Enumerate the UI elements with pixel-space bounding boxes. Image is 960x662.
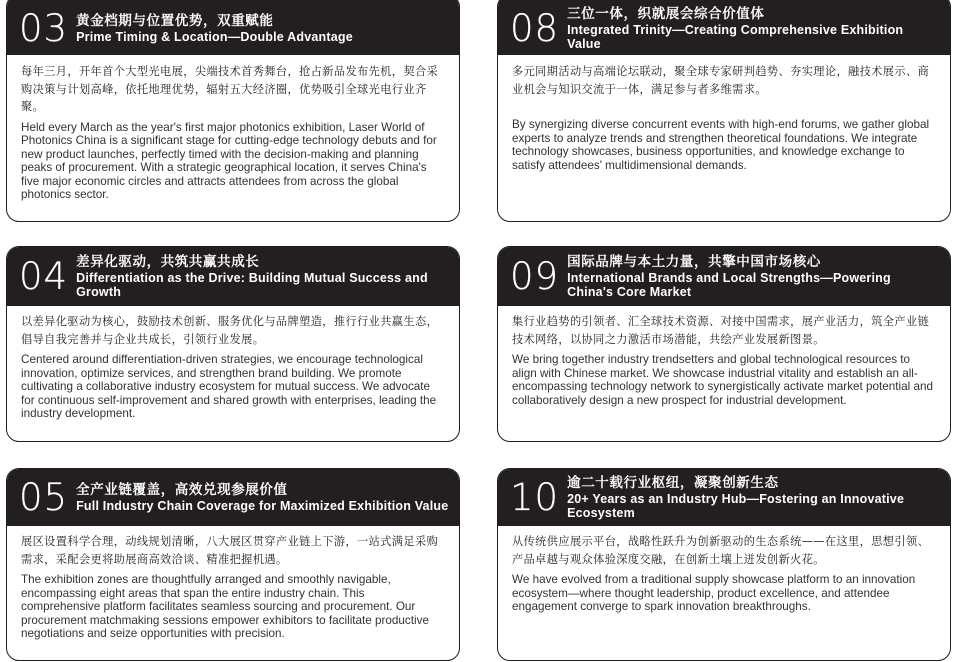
card-body xyxy=(498,55,950,172)
title-en: Prime Timing & Location—Double Advantage xyxy=(76,29,353,44)
card-08 xyxy=(497,0,951,222)
title-en: 20+ Years as an Industry Hub—Fostering an Innovative Ecosystem xyxy=(567,492,905,520)
title-en: Full Industry Chain Coverage for Maximized Exhibition Value xyxy=(76,499,449,513)
body-en: Centered around differentiation-driven strategies, we encourage technological innovation, optimize services, and strengthen brand building. We promote cultivating a collaborative industry ecosystem for mutual success. We advocate for continuous self-improvement and shared growth with enterprises, leading the industry development. xyxy=(21,353,437,421)
title-en: Differentiation as the Drive: Building Mutual Success and Growth xyxy=(76,271,428,299)
card-header xyxy=(498,0,950,55)
body-en: Held every March as the year's first major photonics exhibition, Laser World of Photonics China is a significant stage for cutting-edge technology debuts and for new product launches, perfectly timed with the decision-making and planning peaks of procurement. With a strategic geographical location, it serves China's five major economic circles and attracts attendees from across the global photonics sector. xyxy=(21,120,437,202)
card-09 xyxy=(497,246,951,442)
card-header xyxy=(7,469,459,526)
card-05 xyxy=(6,468,460,661)
card-titles xyxy=(567,254,940,299)
body-en: By synergizing diverse concurrent events with high-end forums, we gather global experts to analyze trends and strengthen theoretical foundations. We integrate technology showcases, business opportunities, and knowledge exchange to satisfy attendees' multidimensional demands. xyxy=(512,118,930,172)
card-body xyxy=(498,526,950,614)
card-titles xyxy=(567,6,940,51)
card-04 xyxy=(6,246,460,442)
body-en: The exhibition zones are thoughtfully arranged and smoothly navigable, encompassing eight areas that span the entire industry chain. This comprehensive platform facilitates seamless sourcing and procurement. Our procurement matchmaking sessions empower exhibitors to facilitate productive negotiations and seize opportunities with precision. xyxy=(21,573,429,641)
card-titles xyxy=(76,254,449,299)
section-number: 10 xyxy=(510,476,560,519)
section-number: 08 xyxy=(510,6,560,50)
title-cn: 国际品牌与本土力量，共擎中国市场核心 xyxy=(567,254,821,270)
title-cn: 差异化驱动，共筑共赢共成长 xyxy=(76,254,260,270)
body-cn: 每年三月，开年首个大型光电展，尖端技术首秀舞台，抢占新品发布先机，契合采购决策与计划高峰，依托地理优势，辐射五大经济圈，优势吸引全球光电行业齐聚。 xyxy=(21,65,439,113)
card-header xyxy=(498,247,950,306)
section-number: 05 xyxy=(19,476,69,519)
body-en: We have evolved from a traditional supply showcase platform to an innovation ecosystem—where thought leadership, product excellence, and attendee engagement converge to spark innovation breakthroughs. xyxy=(512,573,916,614)
card-titles xyxy=(567,475,940,520)
title-en: Integrated Trinity—Creating Comprehensive Exhibition Value xyxy=(567,22,904,51)
title-en: International Brands and Local Strengths—Powering China's Core Market xyxy=(567,271,891,299)
body-cn: 从传统供应展示平台，战略性跃升为创新驱动的生态系统——在这里，思想引领、产品卓越与观众体验深度交融，在创新土壤上迸发创新火花。 xyxy=(512,535,930,566)
title-cn: 三位一体，织就展会综合价值体 xyxy=(567,5,765,22)
card-header xyxy=(7,0,459,55)
body-en: We bring together industry trendsetters and global technological resources to align with Chinese market. We showcase industrial vitality and establish an all-encompassing technology network to synergistically activate market potential and collaboratively design a new prospect for industrial development. xyxy=(512,353,933,407)
card-header xyxy=(498,469,950,526)
card-titles xyxy=(76,482,448,513)
title-cn: 全产业链覆盖，高效兑现参展价值 xyxy=(76,482,288,498)
section-number: 09 xyxy=(510,255,560,298)
body-cn: 集行业趋势的引领者、汇全球技术资源、对接中国需求，展产业活力，筑全产业链技术网络，以协同之力激活市场潜能，共绘产业发展新图景。 xyxy=(512,315,930,346)
section-number: 04 xyxy=(19,255,69,298)
body-cn: 多元同期活动与高端论坛联动，聚全球专家研判趋势、夯实理论，融技术展示、商业机会与知识交流于一体，满足参与者多维需求。 xyxy=(512,65,930,96)
card-titles xyxy=(76,13,353,44)
body-cn: 以差异化驱动为核心，鼓励技术创新、服务优化与品牌塑造，推行行业共赢生态，倡导自我完善并与企业共成长，引领行业发展。 xyxy=(21,315,439,346)
card-body xyxy=(7,306,459,421)
card-10 xyxy=(497,468,951,661)
title-cn: 逾二十载行业枢纽，凝聚创新生态 xyxy=(567,475,779,491)
card-body xyxy=(7,526,459,641)
title-cn: 黄金档期与位置优势，双重赋能 xyxy=(76,12,274,29)
card-body xyxy=(498,306,950,407)
card-header xyxy=(7,247,459,306)
card-body xyxy=(7,55,459,202)
body-cn: 展区设置科学合理，动线规划清晰，八大展区贯穿产业链上下游，一站式满足采购需求，采配会更将助展商高效洽谈、精准把握机遇。 xyxy=(21,535,439,566)
section-number: 03 xyxy=(19,6,69,50)
card-03 xyxy=(6,0,460,222)
